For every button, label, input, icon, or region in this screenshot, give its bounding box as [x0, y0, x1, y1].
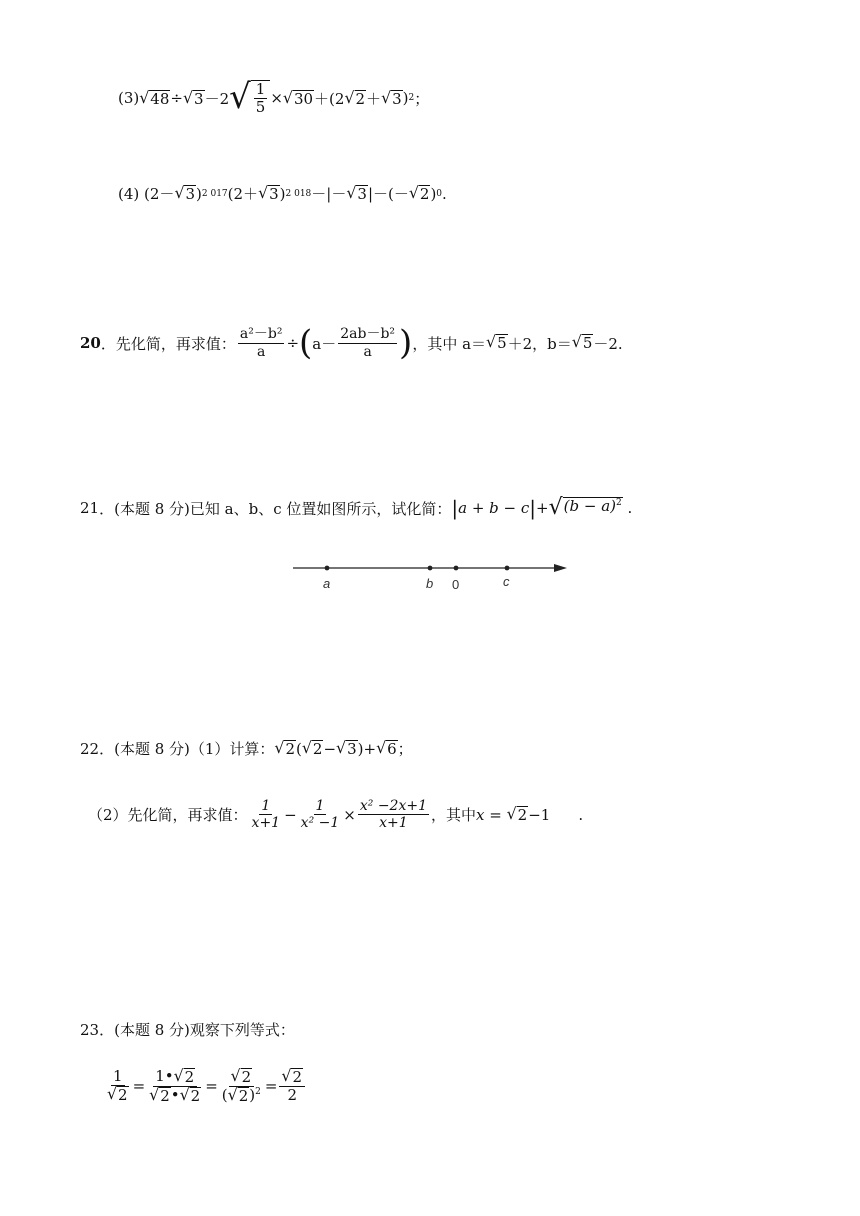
point-a	[325, 566, 330, 571]
fraction: $\frac{\text{x² −2x+1}}{x+1}$	[359, 798, 427, 832]
sqrt: √ 30	[282, 87, 314, 108]
question-number: 22	[80, 739, 100, 758]
right-paren: )	[399, 323, 413, 363]
label-b: b	[426, 576, 434, 591]
sqrt: √ 3	[182, 87, 204, 108]
fraction: $\frac{1}{5}$	[255, 80, 266, 117]
q20	[80, 323, 623, 363]
punct: ；	[414, 89, 430, 108]
paren: )	[279, 184, 286, 203]
question-number: 20	[80, 334, 101, 352]
term: |－(－	[367, 185, 409, 203]
fraction: √ 2 2	[279, 1068, 305, 1104]
fraction: $\frac{\text{a²－b²}}{a}$	[239, 326, 283, 360]
divide-sign: ÷	[286, 334, 300, 352]
point-zero	[454, 566, 459, 571]
fraction: $\frac{1}{x+1}$	[251, 798, 281, 832]
condition-expr: x =	[476, 805, 502, 824]
term: )+	[357, 739, 377, 758]
equals-sign: =	[264, 1077, 278, 1095]
question-text: ．(本题 8 分)已知 a、b、c 位置如图所示，试化简：	[99, 499, 452, 518]
minus-sign: −	[284, 805, 297, 824]
abs-bar-left: |	[451, 496, 459, 520]
q22-part1	[80, 738, 413, 759]
point-b	[428, 566, 433, 571]
q21	[80, 497, 632, 519]
term: (2－	[144, 185, 175, 203]
term: －|－	[311, 185, 347, 203]
fraction: √ 2 ( √ 2 )$^2$	[221, 1066, 261, 1105]
sqrt: √ 2	[301, 737, 323, 758]
term: ＋(2	[314, 89, 345, 108]
condition-expr: −1	[528, 805, 551, 824]
term: (2＋	[227, 185, 259, 203]
fraction: $\frac{1}{\text{x² −1}}$	[300, 798, 340, 832]
sqrt: √ 5	[571, 332, 593, 353]
sqrt: √ 3	[381, 87, 402, 108]
punct: .	[578, 805, 584, 824]
q23	[80, 1019, 295, 1040]
condition: ，其中	[431, 806, 477, 825]
q19-part3	[118, 77, 430, 117]
sqrt: √ $(b - a)^2$	[548, 495, 622, 520]
sqrt: √ 3	[346, 182, 367, 203]
exponent: 2 018	[285, 188, 312, 199]
times-sign: ×	[270, 89, 283, 108]
sqrt: √ 3	[336, 737, 357, 758]
exponent: 0	[436, 188, 443, 199]
point-c	[505, 566, 510, 571]
exponent: 2 017	[201, 188, 228, 199]
question-number: 23	[80, 1020, 100, 1039]
sqrt: √ 6	[376, 737, 397, 758]
plus-sign: +	[536, 499, 549, 517]
sqrt-fraction: √ $\frac{1}{5}$	[229, 80, 270, 117]
sqrt: √ 3	[258, 182, 279, 203]
part-label: (4)	[118, 184, 140, 203]
minus-sign: −	[323, 739, 337, 758]
sqrt: √ 2	[408, 182, 430, 203]
sqrt: √ 48	[139, 87, 170, 108]
expression: a + b − c	[458, 499, 530, 517]
divide-sign: ÷	[170, 89, 183, 108]
question-text: 先化简，再求值：	[115, 334, 236, 353]
punct: ．	[100, 334, 116, 353]
condition: －2.	[593, 334, 623, 353]
punct: ；	[397, 740, 413, 758]
abs-bar-right: |	[529, 496, 537, 520]
punct: .	[627, 499, 633, 517]
sqrt: √ 5	[486, 332, 507, 353]
question-text: （2）先化简，再求值：	[88, 806, 248, 825]
paren: )	[430, 184, 437, 203]
paren: )	[402, 89, 409, 108]
condition: ＋2，b＝	[507, 334, 572, 353]
fraction: 1 √ 2	[107, 1067, 128, 1105]
arrow-head-icon	[554, 564, 567, 572]
paren: )	[196, 184, 202, 203]
q23-equation	[103, 1068, 307, 1104]
paren: (	[296, 739, 302, 758]
sqrt: √ 2	[274, 737, 296, 758]
equals-sign: =	[205, 1077, 218, 1095]
equals-sign: =	[132, 1077, 146, 1095]
number-line-figure	[290, 555, 575, 595]
term: －2	[204, 89, 230, 108]
sqrt: √ 2	[344, 87, 366, 108]
term: a－	[312, 334, 337, 353]
label-zero: 0	[452, 577, 460, 592]
question-text: ．(本题 8 分)观察下列等式：	[99, 1021, 295, 1039]
label-a: a	[323, 576, 331, 591]
exponent: 2	[408, 93, 415, 104]
fraction: 1• √ 2 √ 2 • √ 2	[149, 1066, 201, 1105]
sqrt: √ 3	[174, 182, 196, 203]
q22-part2	[88, 798, 583, 831]
label-c: c	[503, 574, 510, 589]
question-text: ．(本题 8 分)（1）计算：	[99, 740, 275, 758]
times-sign: ×	[343, 805, 356, 824]
plus-sign: ＋	[366, 89, 382, 108]
fraction: $\frac{\text{2ab－b²}}{a}$	[340, 326, 396, 360]
condition: ，其中 a＝	[412, 334, 487, 353]
sqrt: √ 2	[506, 803, 528, 824]
part-label: (3)	[118, 89, 140, 108]
left-paren: (	[299, 323, 313, 363]
q19-part4	[118, 183, 447, 204]
punct: .	[442, 184, 447, 203]
question-number: 21	[80, 499, 100, 517]
